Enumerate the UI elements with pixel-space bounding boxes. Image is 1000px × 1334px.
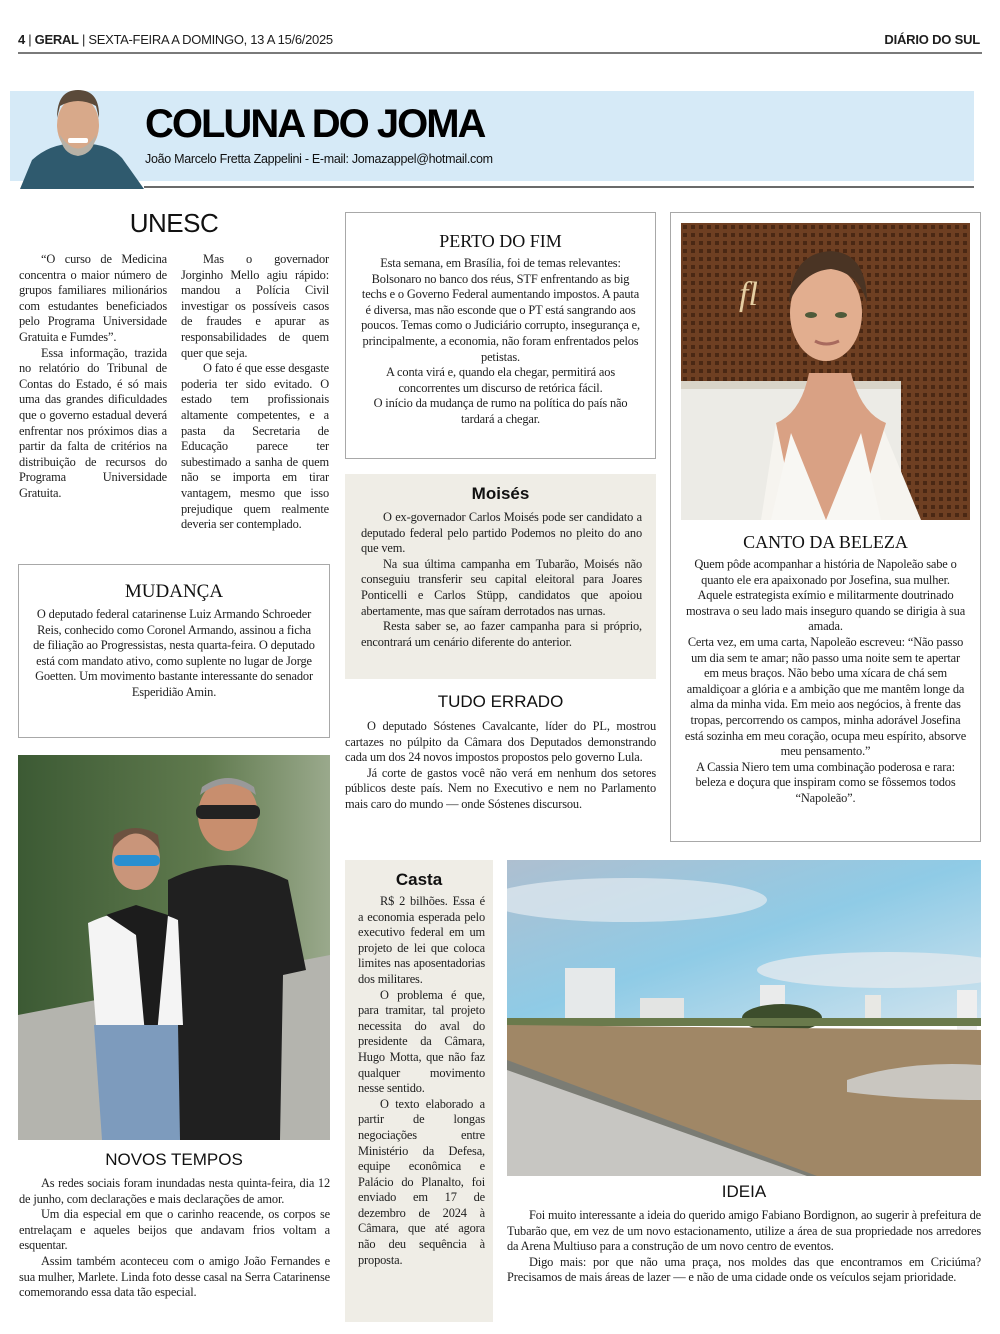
article-ideia xyxy=(507,1208,981,1286)
headline-perto-do-fim: PERTO DO FIM xyxy=(439,231,562,251)
paragraph: O deputado federal catarinense Luiz Armando Schroeder Reis, conhecido como Coronel Armando, assinou a ficha de filiação ao Progressistas, nesta quarta-feira. O deputado está com mandato ativo, como suplente no lugar de Jorge Goetten. Um movimento bastante interessante do senador Esperidião Amin. xyxy=(33,607,315,699)
article-mudanca-box xyxy=(18,564,330,738)
paragraph: Na sua última campanha em Tubarão, Moisés não conseguiu transferir seu capital eleitoral para Joares Ponticelli e Carlos Stüpp, candidatos que apoiou abertamente, mas que saíram derrotados nas urnas. xyxy=(361,556,642,618)
headline-moises: Moisés xyxy=(471,484,530,503)
headline-mudanca: MUDANÇA xyxy=(124,581,224,602)
article-unesc-col1 xyxy=(19,252,167,502)
byline: João Marcelo Fretta Zappelini - E-mail: Jomazappel@hotmail.com xyxy=(145,152,493,166)
paragraph: A Cassia Niero tem uma combinação poderosa e rara: beleza e doçura que inspiram como se fôssemos todos “Napoleão”. xyxy=(695,759,956,805)
paragraph: “O curso de Medicina concentra o maior número de grupos familiares milionários com estudantes beneficiados pelo Programa Universidade Gratuita e Fumdes”. xyxy=(19,252,167,344)
folio: 4 | GERAL | SEXTA-FEIRA A DOMINGO, 13 A 15/6/2025 xyxy=(18,32,333,47)
headline-novos-tempos: NOVOS TEMPOS xyxy=(105,1150,243,1169)
paragraph: As redes sociais foram inundadas nesta quinta-feira, dia 12 de junho, com declarações e mais declarações de amor. xyxy=(19,1176,330,1206)
headline-ideia: IDEIA xyxy=(721,1182,767,1201)
couple-photo xyxy=(18,755,330,1140)
article-moises-box xyxy=(345,474,656,679)
paragraph: A conta virá e, quando ela chegar, permitirá aos concorrentes um discurso de retórica fácil. xyxy=(385,365,615,395)
article-perto-do-fim-box xyxy=(345,212,656,459)
paragraph: O texto elaborado a partir de longas negociações entre Ministério da Defesa, equipe econômica e Palácio do Planalto, foi enviado em 17 de dezembro de 2024 à Câmara, que até agora não deu sequência à proposta. xyxy=(358,1096,485,1267)
beauty-photo-icon xyxy=(681,223,970,520)
headline-canto-da-beleza: CANTO DA BELEZA xyxy=(743,532,908,552)
paragraph: Foi muito interessante a ideia do querido amigo Fabiano Bordignon, ao sugerir à prefeitura de Tubarão que, em vez de um novo estacionamento, utilize a área de sua propriedade nos arredores da Arena Multiuso para a construção de um novo centro de eventos. xyxy=(507,1208,981,1254)
article-tudo-errado xyxy=(345,719,656,813)
column-title: COLUNA DO JOMA xyxy=(145,102,485,146)
paragraph: Resta saber se, ao fazer campanha para si próprio, encontrará um cenário diferente do anterior. xyxy=(361,619,642,649)
beauty-photo xyxy=(681,223,970,520)
headline-casta: Casta xyxy=(395,870,443,889)
paragraph: O deputado Sóstenes Cavalcante, líder do PL, mostrou cartazes no púlpito da Câmara dos Deputados demonstrando cada um dos 24 novos impostos propostos pelo governo Lula. xyxy=(345,719,656,765)
paragraph: Certa vez, em uma carta, Napoleão escreveu: “Não passo um dia sem te amar; não passo uma noite sem te apertar em meus braços. Não bebo uma xícara de chá sem amaldiçoar a glória e a ambição que me mantêm longe da alma da minha vida. Em meio aos negócios, à frente das tropas, percorrendo os campos, minha adorável Josefina está sozinha em meu coração, ocupa meu espírito, absorve meu pensamento.” xyxy=(684,634,967,759)
paragraph: Já corte de gastos você não verá em nenhum dos setores públicos deste país. Nem no Executivo e nem no Parlamento mais caro do mundo — onde Sóstenes discursou. xyxy=(345,765,656,811)
paragraph: O início da mudança de rumo na política do país não tardará a chegar. xyxy=(373,396,628,426)
paragraph: O problema é que, para tramitar, tal projeto necessita do aval do presidente da Câmara, Hugo Motta, que não faz qualquer movimento nesse sentido. xyxy=(358,987,485,1096)
paragraph: R$ 2 bilhões. Essa é a economia esperada pelo executivo federal em um projeto de lei que coloca limites nas aposentadorias dos militares. xyxy=(358,894,485,986)
article-canto-da-beleza-box xyxy=(670,212,981,842)
masthead-divider xyxy=(144,186,974,188)
paragraph: Um dia especial em que o carinho reacende, os corpos se entrelaçam e aqueles beijos que andavam frios voltam a esquentar. xyxy=(19,1207,330,1253)
vacant-lot-photo xyxy=(507,860,981,1176)
headline-unesc: UNESC xyxy=(129,208,219,238)
svg-text:fl: fl xyxy=(739,276,758,313)
page-number: 4 xyxy=(18,32,25,47)
article-novos-tempos xyxy=(19,1176,330,1301)
columnist-photo xyxy=(12,80,144,189)
paragraph: Essa informação, trazida no relatório do Tribunal de Contas do Estado, é só mais uma das grandes dificuldades que o governo estadual deverá enfrentar nos próximos dias a partir da falta de critérios na distribuição de recursos do Programa Universidade Gratuita. xyxy=(19,345,167,500)
paragraph: Mas o governador Jorginho Mello agiu rápido: mandou a Polícia Civil investigar os possíveis casos de fraudes e apurar as responsabilidades de quem quer que seja. xyxy=(181,252,329,360)
paragraph: Quem pôde acompanhar a história de Napoleão sabe o quanto ele era apaixonado por Josefina, sua mulher. Aquele estrategista exímio e militarmente doutrinado mostrava o seu lado mais inseguro quando se dirigia à sua amada. xyxy=(685,557,966,634)
headline-tudo-errado: TUDO ERRADO xyxy=(437,692,564,711)
columnist-portrait-icon xyxy=(12,80,144,189)
section-name: GERAL xyxy=(34,32,79,47)
vacant-lot-photo-icon xyxy=(507,860,981,1176)
paragraph: O ex-governador Carlos Moisés pode ser candidato a deputado federal pelo partido Podemos no pleito do ano que vem. xyxy=(361,510,642,556)
publication-name: DIÁRIO DO SUL xyxy=(884,32,980,47)
article-unesc-col2 xyxy=(181,252,329,533)
paragraph: Digo mais: por que não uma praça, nos moldes das que encontramos em Criciúma? Precisamos de mais áreas de lazer — e não de uma cidade onde os veículos sejam prioridade. xyxy=(507,1254,981,1285)
couple-photo-icon xyxy=(18,755,330,1140)
paragraph: Assim também aconteceu com o amigo João Fernandes e sua mulher, Marlete. Linda foto desse casal na Serra Catarinense comemorando essa data tão especial. xyxy=(19,1253,330,1300)
edition-date: SEXTA-FEIRA A DOMINGO, 13 A 15/6/2025 xyxy=(88,32,333,47)
article-casta-box xyxy=(345,860,493,1322)
paragraph: O fato é que esse desgaste poderia ter sido evitado. O estado tem profissionais altamente competentes, e a pasta da Secretaria de Educação parece ter subestimado a sanha de quem não se importa em tirar vantagem, mesmo que isso prejudique quem realmente deveria ser contemplado. xyxy=(181,361,329,532)
paragraph: Esta semana, em Brasília, foi de temas relevantes: Bolsonaro no banco dos réus, STF enfrentando as big techs e o Governo Federal aumentando impostos. A pauta é diversa, mas não esconde que o PT está sangrando aos poucos. Temas como o Judiciário corrupto, insegurança e, principalmente, a economia, não foram enfrentados pelos petistas. xyxy=(361,256,640,364)
top-divider xyxy=(18,52,982,54)
